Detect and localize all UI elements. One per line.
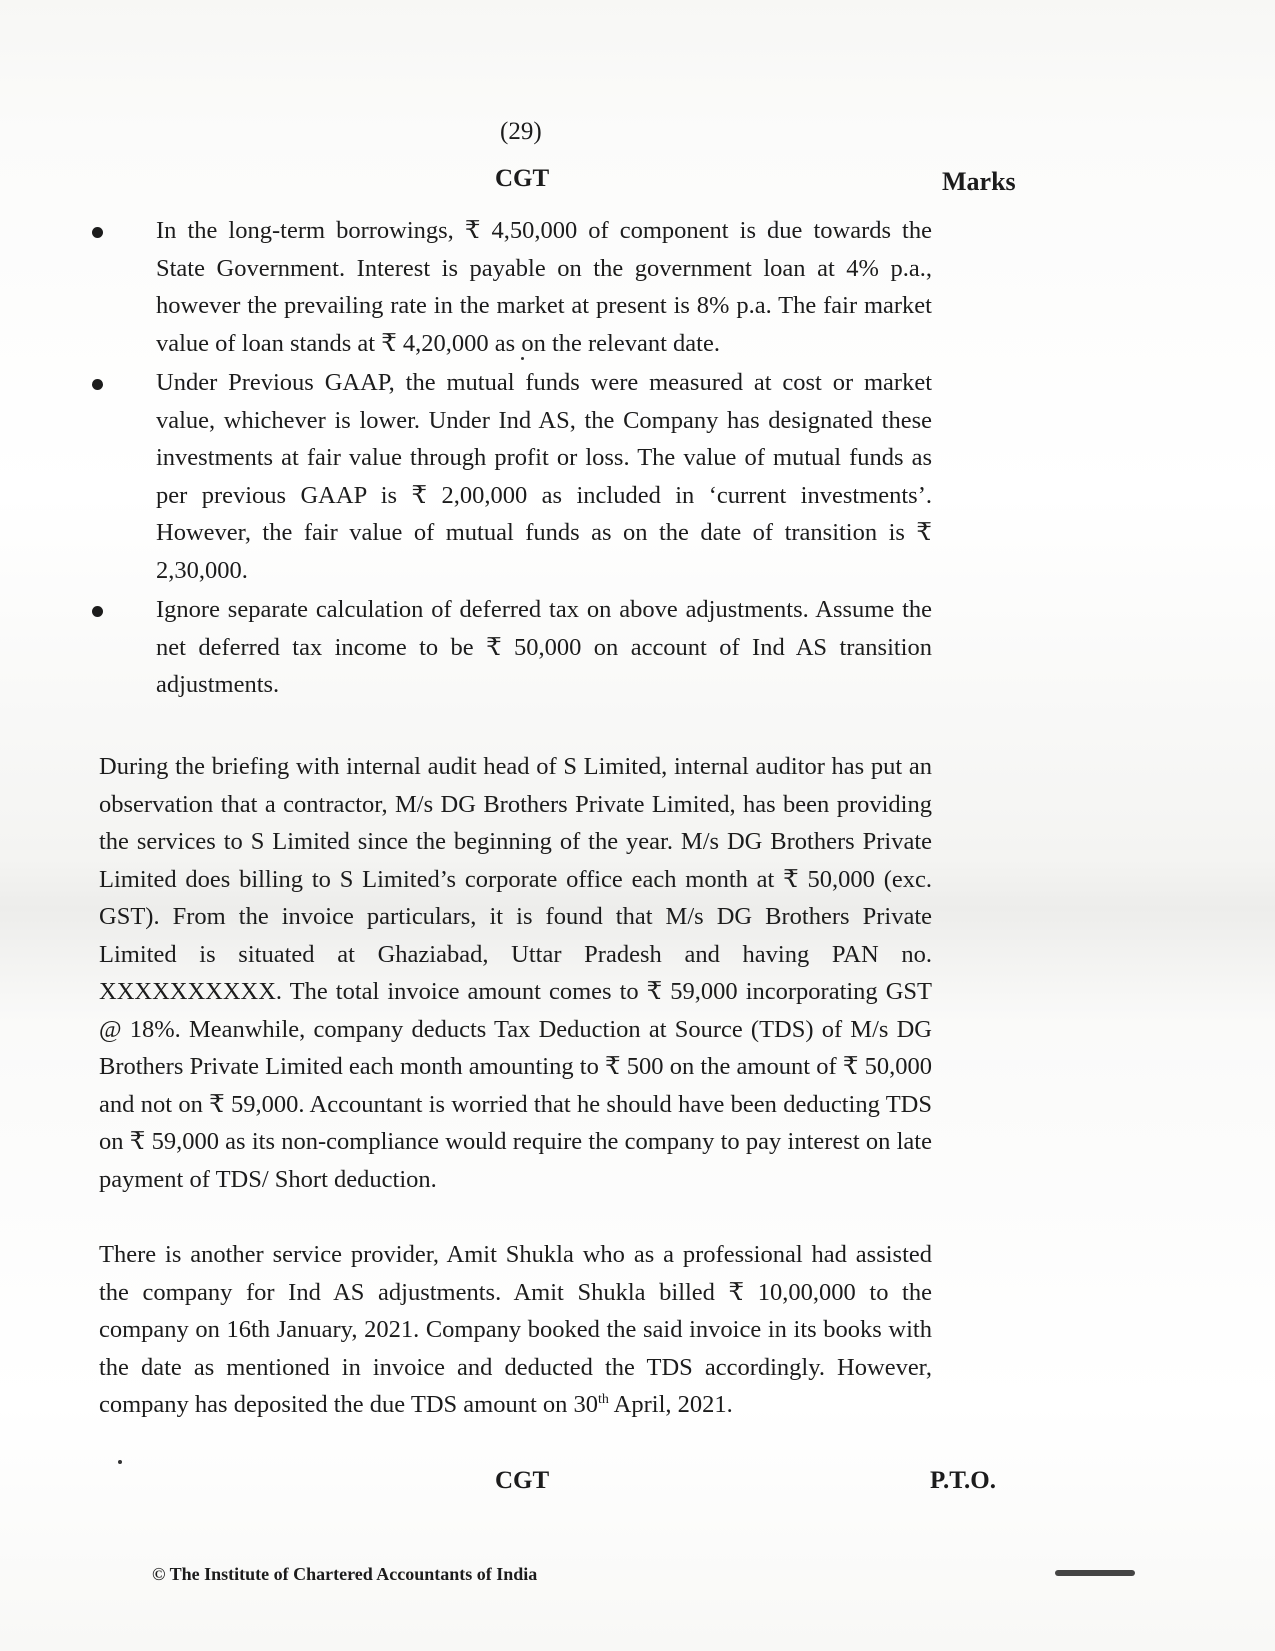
bullet-dot-icon <box>92 379 103 390</box>
pto-label: P.T.O. <box>930 1467 996 1494</box>
bullet-text: Under Previous GAAP, the mutual funds were measured at cost or market value, whichever is lower. Under Ind AS, the Company has designated these investments at fair value through profit or loss. The value of mutual funds as per previous GAAP is ₹ 2,00,000 as included in ‘current investments’. However, the fair value of mutual funds as on the date of transition is ₹ 2,30,000. <box>156 369 932 584</box>
page-number: (29) <box>500 118 542 145</box>
scan-speck <box>118 1460 122 1464</box>
bullet-text: Ignore separate calculation of deferred tax on above adjustments. Assume the net deferred tax income to be ₹ 50,000 on account of Ind AS transition adjustments. <box>156 596 932 698</box>
bullet-item <box>92 591 932 704</box>
paper-code-footer: CGT <box>495 1467 550 1494</box>
scan-speck <box>521 357 524 360</box>
bullet-text: In the long-term borrowings, ₹ 4,50,000 of component is due towards the State Government. Interest is payable on the government loan at 4% p.a., however the prevailing rate in the market at present is 8% p.a. The fair market value of loan stands at ₹ 4,20,000 as on the relevant date. <box>156 217 932 357</box>
ordinal-superscript: th <box>598 1391 609 1407</box>
copyright-notice: © The Institute of Chartered Accountants of India <box>152 1564 538 1584</box>
service-provider-text: There is another service provider, Amit Shukla who as a professional had assisted the company for Ind AS adjustments. Amit Shukla billed ₹ 10,00,000 to the company on 16th January, 2021. Company booked the said invoice in its books with the date as mentioned in invoice and deducted the TDS accordingly. However, company has deposited the due TDS amount on 30 <box>99 1241 932 1418</box>
bullet-item <box>92 212 932 362</box>
service-provider-text-tail: April, 2021. <box>608 1391 733 1418</box>
bullet-dot-icon <box>92 606 103 617</box>
paper-code-header: CGT <box>495 165 550 192</box>
internal-audit-paragraph: During the briefing with internal audit head of S Limited, internal auditor has put an observation that a contractor, M/s DG Brothers Private Limited, has been providing the services to S Limited since the beginning of the year. M/s DG Brothers Private Limited does billing to S Limited’s corporate office each month at ₹ 50,000 (exc. GST). From the invoice particulars, it is found that M/s DG Brothers Private Limited is situated at Ghaziabad, Uttar Pradesh and having PAN no. XXXXXXXXXX. The total invoice amount comes to ₹ 59,000 incorporating GST @ 18%. Meanwhile, company deducts Tax Deduction at Source (TDS) of M/s DG Brothers Private Limited each month amounting to ₹ 500 on the amount of ₹ 50,000 and not on ₹ 59,000. Accountant is worried that he should have been deducting TDS on ₹ 59,000 as its non-compliance would require the company to pay interest on late payment of TDS/ Short deduction. <box>99 753 932 1193</box>
scan-mark <box>1055 1570 1135 1576</box>
marks-column-label: Marks <box>942 167 1016 196</box>
bullet-dot-icon <box>92 227 103 238</box>
service-provider-paragraph <box>99 1236 932 1424</box>
adjustment-bullet-list <box>92 212 932 706</box>
bullet-item <box>92 364 932 589</box>
